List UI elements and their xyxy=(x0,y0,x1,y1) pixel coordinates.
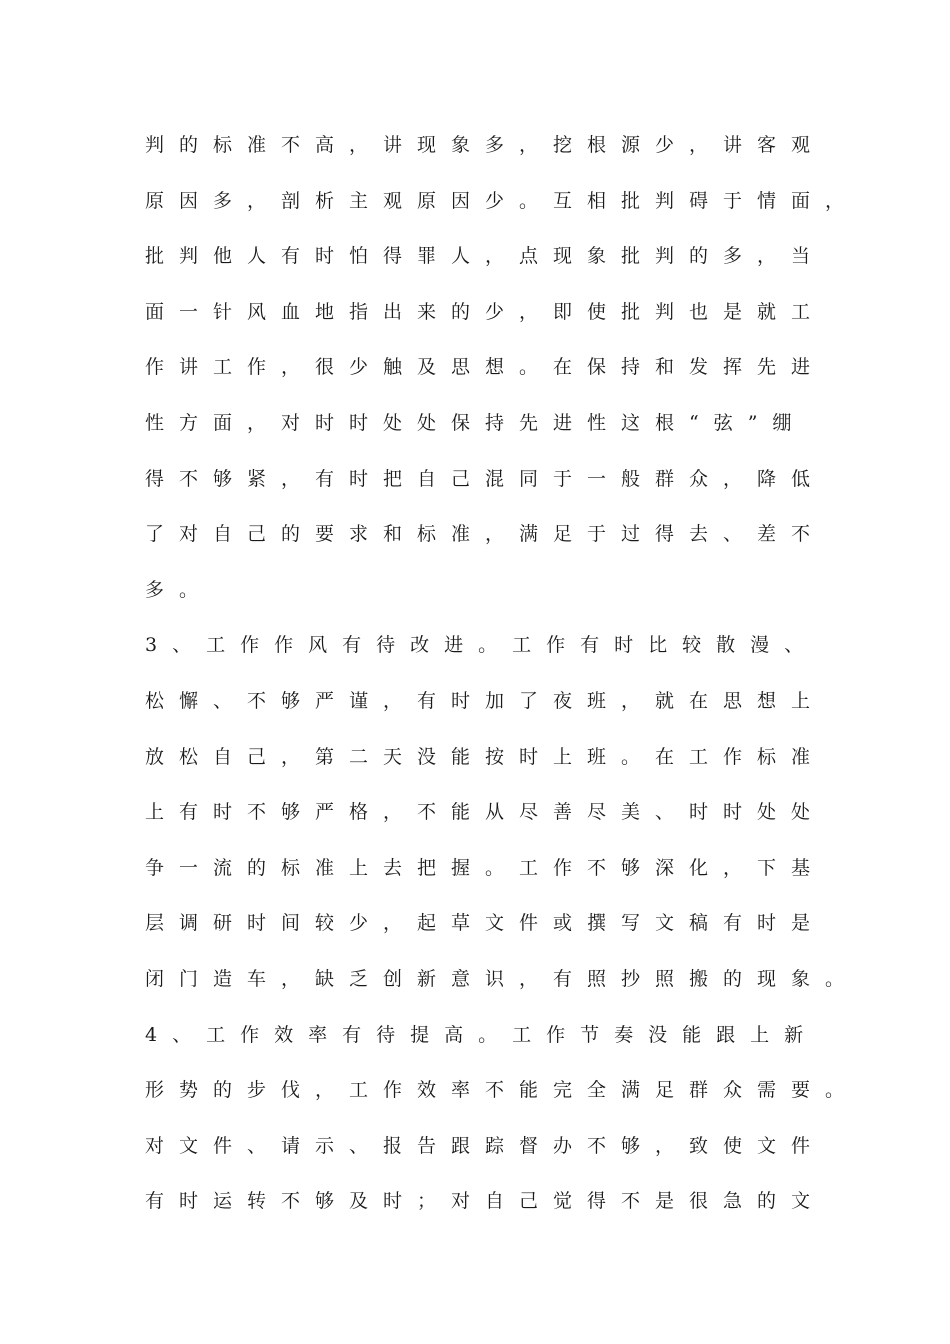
text-line-6: 性方面，对时时处处保持先进性这根“弦”绷 xyxy=(145,411,807,434)
text-line-7: 得不够紧，有时把自己混同于一般群众，降低 xyxy=(145,467,826,490)
text-line-3: 批判他人有时怕得罪人，点现象批判的多，当 xyxy=(145,245,826,268)
text-line-17: 4、工作效率有待提高。工作节奏没能跟上新 xyxy=(145,1023,819,1046)
text-line-13: 上有时不够严格，不能从尽善尽美、时时处处 xyxy=(145,801,826,824)
text-line-19: 对文件、请示、报告跟踪督办不够，致使文件 xyxy=(145,1134,826,1157)
text-line-10: 3、工作作风有待改进。工作有时比较散漫、 xyxy=(145,634,819,657)
document-text-body xyxy=(145,127,860,1239)
text-line-1: 判的标准不高，讲现象多，挖根源少，讲客观 xyxy=(145,134,826,156)
text-line-4: 面一针风血地指出来的少，即使批判也是就工 xyxy=(145,300,826,323)
text-line-18: 形势的步伐，工作效率不能完全满足群众需要。 xyxy=(145,1079,860,1102)
text-line-15: 层调研时间较少，起草文件或撰写文稿有时是 xyxy=(145,912,826,935)
text-line-12: 放松自己，第二天没能按时上班。在工作标准 xyxy=(145,745,826,768)
text-line-9: 多。 xyxy=(145,578,214,601)
text-line-20: 有时运转不够及时；对自己觉得不是很急的文 xyxy=(145,1190,826,1213)
text-line-2: 原因多，剖析主观原因少。互相批判碍于情面， xyxy=(145,189,860,212)
text-line-11: 松懈、不够严谨，有时加了夜班，就在思想上 xyxy=(145,689,826,712)
text-line-16: 闭门造车，缺乏创新意识，有照抄照搬的现象。 xyxy=(145,967,860,990)
text-line-8: 了对自己的要求和标准，满足于过得去、差不 xyxy=(145,523,826,546)
text-line-5: 作讲工作，很少触及思想。在保持和发挥先进 xyxy=(145,356,826,379)
text-line-14: 争一流的标准上去把握。工作不够深化，下基 xyxy=(145,856,826,879)
